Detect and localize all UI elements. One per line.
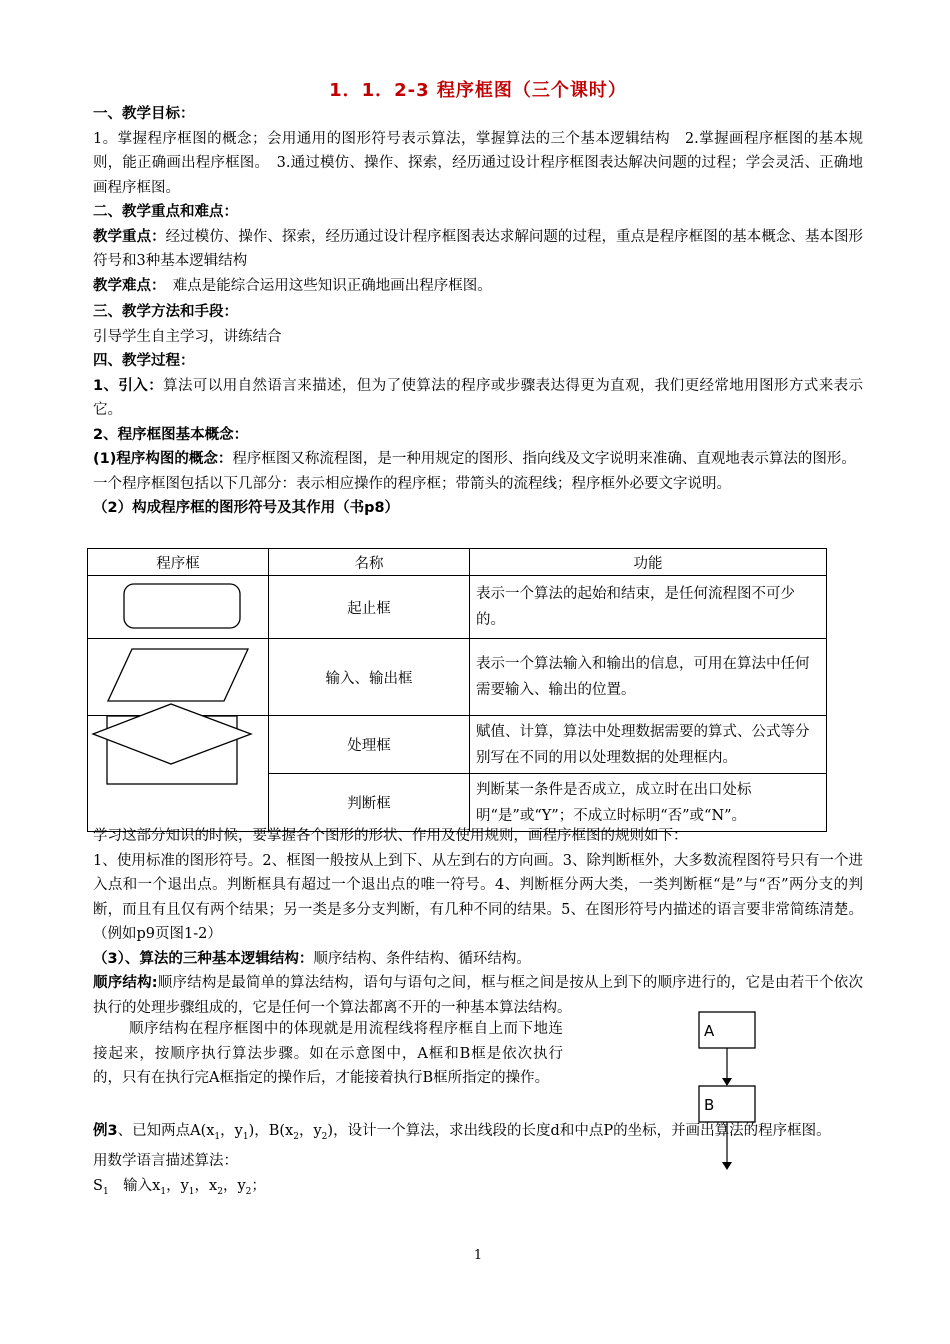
- concept-text: 程序框图又称流程图，是一种用规定的图形、指向线及文字说明来准确、直观地表示算法的图形。: [232, 451, 856, 467]
- parts-paragraph: 一个程序框图包括以下几部分：表示相应操作的程序框；带箭头的流程线；程序框外必要文字说明。: [93, 475, 731, 492]
- section-heading: 一、教学目标：: [93, 106, 195, 122]
- table-header-row: [88, 549, 827, 576]
- intro-text: 算法可以用自然语言来描述，但为了使算法的程序或步骤表达得更为直观，我们更经常地用图形方式来表示它。: [93, 377, 863, 418]
- name-cell: 处理框: [269, 716, 470, 774]
- box-b-label: B: [704, 1096, 715, 1114]
- diamond-shape-icon: [93, 704, 251, 764]
- box-a-label: A: [704, 1022, 715, 1040]
- difficulty-text: 难点是能综合运用这些知识正确地画出程序框图。: [158, 277, 492, 294]
- process-decision-shapes: [91, 700, 291, 840]
- concept-heading: 2、程序框图基本概念：: [93, 426, 249, 443]
- difficulty-paragraph: [93, 274, 863, 299]
- section-process: [93, 349, 863, 521]
- table-header: 程序框: [88, 549, 269, 576]
- section-heading: 四、教学过程：: [93, 353, 195, 369]
- page-title: 1．1．2-3 程序框图（三个课时）: [329, 80, 627, 101]
- section-methods: [93, 300, 863, 349]
- function-cell: 表示一个算法的起始和结束，是任何流程图不可少的。: [470, 576, 827, 639]
- sequence-label: 顺序结构:: [93, 975, 158, 991]
- arrow-head-icon: [722, 1078, 732, 1086]
- symbol-cell: [88, 576, 269, 639]
- terminal-shape-icon: [88, 576, 268, 634]
- function-cell: 表示一个算法输入和输出的信息，可用在算法中任何需要输入、输出的位置。: [470, 639, 827, 716]
- example-3: [93, 1119, 863, 1204]
- page-number: 1: [473, 1248, 483, 1263]
- function-cell: 赋值、计算，算法中处理数据需要的算式、公式等分别写在不同的用以处理数据的处理框内。: [470, 716, 827, 774]
- example-description: 用数学语言描述算法：: [93, 1153, 238, 1170]
- intro-label: 1、引入：: [93, 377, 164, 394]
- name-cell: 输入、输出框: [269, 639, 470, 716]
- table-header: 功能: [470, 549, 827, 576]
- key-point-paragraph: [93, 225, 863, 274]
- rules-section: [93, 824, 863, 1020]
- concept-label: (1)程序构图的概念：: [93, 451, 233, 467]
- section-key-points: [93, 200, 863, 298]
- concept-paragraph: [93, 447, 863, 472]
- table-header: 名称: [269, 549, 470, 576]
- name-cell: 起止框: [269, 576, 470, 639]
- section-text: 引导学生自主学习，讲练结合: [93, 328, 282, 345]
- section-heading: 二、教学重点和难点：: [93, 204, 238, 220]
- table-row: [88, 576, 827, 639]
- structures-label: （3）、算法的三种基本逻辑结构：: [93, 950, 314, 967]
- symbols-heading: （2）构成程序框的图形符号及其作用（书p8）: [93, 500, 400, 516]
- step-s1: $S_1$ 输入$x_1$，$y_1$，$x_2$，$y_2$；: [93, 1177, 266, 1197]
- key-label: 教学重点：: [93, 228, 166, 245]
- example-label: 例3: [93, 1123, 118, 1139]
- function-cell: 判断某一条件是否成立，成立时在出口处标明“是”或“Y”；不成立时标明“否”或“N”。: [470, 774, 827, 832]
- key-text: 经过模仿、操作、探索，经历通过设计程序框图表达求解问题的过程，重点是程序框图的基本概念、基本图形符号和3种基本逻辑结构: [93, 228, 864, 269]
- section-heading: 三、教学方法和手段：: [93, 304, 238, 320]
- structures-text: 顺序结构、条件结构、循环结构。: [313, 950, 531, 967]
- sequence-text: 顺序结构是最简单的算法结构，语句与语句之间，框与框之间是按从上到下的顺序进行的，它是由若干个依次执行的处理步骤组成的，它是任何一个算法都离不开的一种基本算法结构。: [93, 975, 863, 1016]
- name-cell: 判断框: [269, 774, 470, 832]
- example-paragraph: 例3、已知两点$A(x_1$，$y_1$)，$B(x_2$，$y_2$)，设计一个算法，求出线段的长度d和中点P的坐标，并画出算法的程序框图。: [93, 1123, 831, 1142]
- section-text: 1。掌握程序框图的概念；会用通用的图形符号表示算法，掌握算法的三个基本逻辑结构 2.掌握画程序框图的基本规则，能正确画出程序框图。 3.通过模仿、操作、探索，经历通过设计程序框图表达解决问题的过程；学会灵活、正确地画程序框图。: [93, 130, 863, 196]
- rules-paragraph: 1、使用标准的图形符号。2、框图一般按从上到下、从左到右的方向画。3、除判断框外，大多数流程图符号只有一个进入点和一个退出点。判断框具有超过一个退出点的唯一符号。4、判断框分两大类，一类判断框“是”与“否”两分支的判断，而且有且仅有两个结果；另一类是多分支判断，有几种不同的结果。5、在图形符号内描述的语言要非常简练清楚。（例如p9页图1-2）: [93, 852, 863, 942]
- after-table-paragraph: 学习这部分知识的时候，要掌握各个图形的形状、作用及使用规则，画程序框图的规则如下：: [93, 828, 688, 844]
- sequence-description: 顺序结构在程序框图中的体现就是用流程线将程序框自上而下地连接起来，按顺序执行算法步骤。如在示意图中，A框和B框是依次执行的，只有在执行完A框指定的操作后，才能接着执行B框所指定的操作。: [93, 1021, 563, 1086]
- difficulty-label: 教学难点：: [93, 277, 159, 294]
- logic-structures-paragraph: [93, 947, 863, 972]
- section-objectives: [93, 102, 863, 200]
- intro-paragraph: [93, 374, 863, 423]
